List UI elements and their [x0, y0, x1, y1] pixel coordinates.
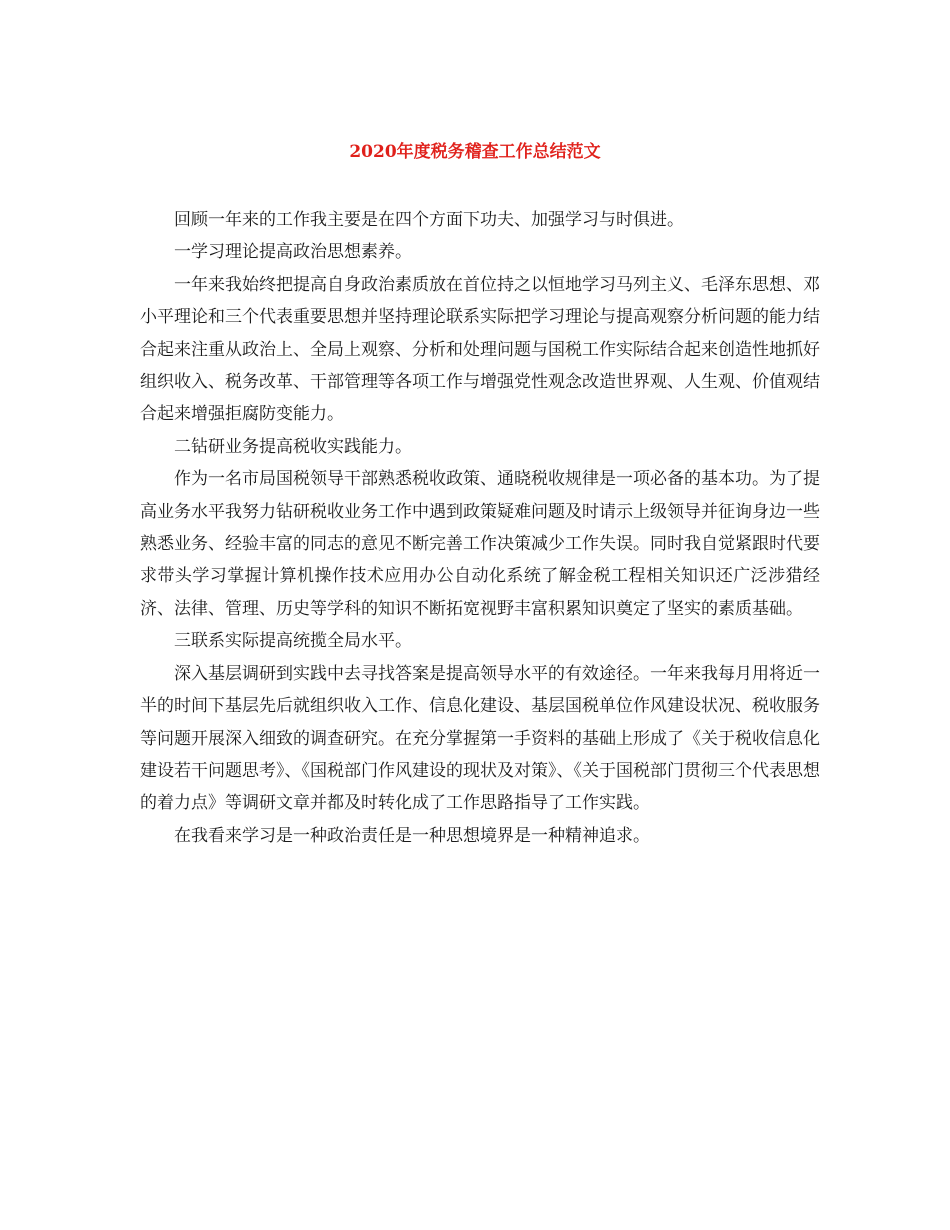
section-heading-1: 一学习理论提高政治思想素养。	[174, 242, 412, 263]
document-title: 2020年度税务稽查工作总结范文	[349, 142, 601, 162]
document-body	[140, 204, 820, 852]
paragraph-section-2: 作为一名市局国税领导干部熟悉税收政策、通晓税收规律是一项必备的基本功。为了提高业务水平我努力钻研税收业务工作中遇到政策疑难问题及时请示上级领导并征询身边一些熟悉业务、经验丰富的同志的意见不断完善工作决策减少工作失误。同时我自觉紧跟时代要求带头学习掌握计算机操作技术应用办公自动化系统了解金税工程相关知识还广泛涉猎经济、法律、管理、历史等学科的知识不断拓宽视野丰富积累知识奠定了坚实的素质基础。	[140, 469, 820, 619]
paragraph-intro: 回顾一年来的工作我主要是在四个方面下功夫、加强学习与时俱进。	[174, 210, 684, 230]
section-heading-3: 三联系实际提高统揽全局水平。	[174, 631, 412, 652]
paragraph-section-1: 一年来我始终把提高自身政治素质放在首位持之以恒地学习马列主义、毛泽东思想、邓小平理论和三个代表重要思想并坚持理论联系实际把学习理论与提高观察分析问题的能力结合起来注重从政治上、全局上观察、分析和处理问题与国税工作实际结合起来创造性地抓好组织收入、税务改革、干部管理等各项工作与增强党性观念改造世界观、人生观、价值观结合起来增强拒腐防变能力。	[140, 274, 820, 425]
paragraph-closing: 在我看来学习是一种政治责任是一种思想境界是一种精神追求。	[174, 825, 650, 846]
section-heading-2: 二钻研业务提高税收实践能力。	[174, 436, 412, 457]
paragraph-section-3: 深入基层调研到实践中去寻找答案是提高领导水平的有效途径。一年来我每月用将近一半的时间下基层先后就组织收入工作、信息化建设、基层国税单位作风建设状况、税收服务等问题开展深入细致的调查研究。在充分掌握第一手资料的基础上形成了《关于税收信息化建设若干问题思考》、《国税部门作风建设的现状及对策》、《关于国税部门贯彻三个代表思想的着力点》等调研文章并都及时转化成了工作思路指导了工作实践。	[140, 663, 820, 814]
